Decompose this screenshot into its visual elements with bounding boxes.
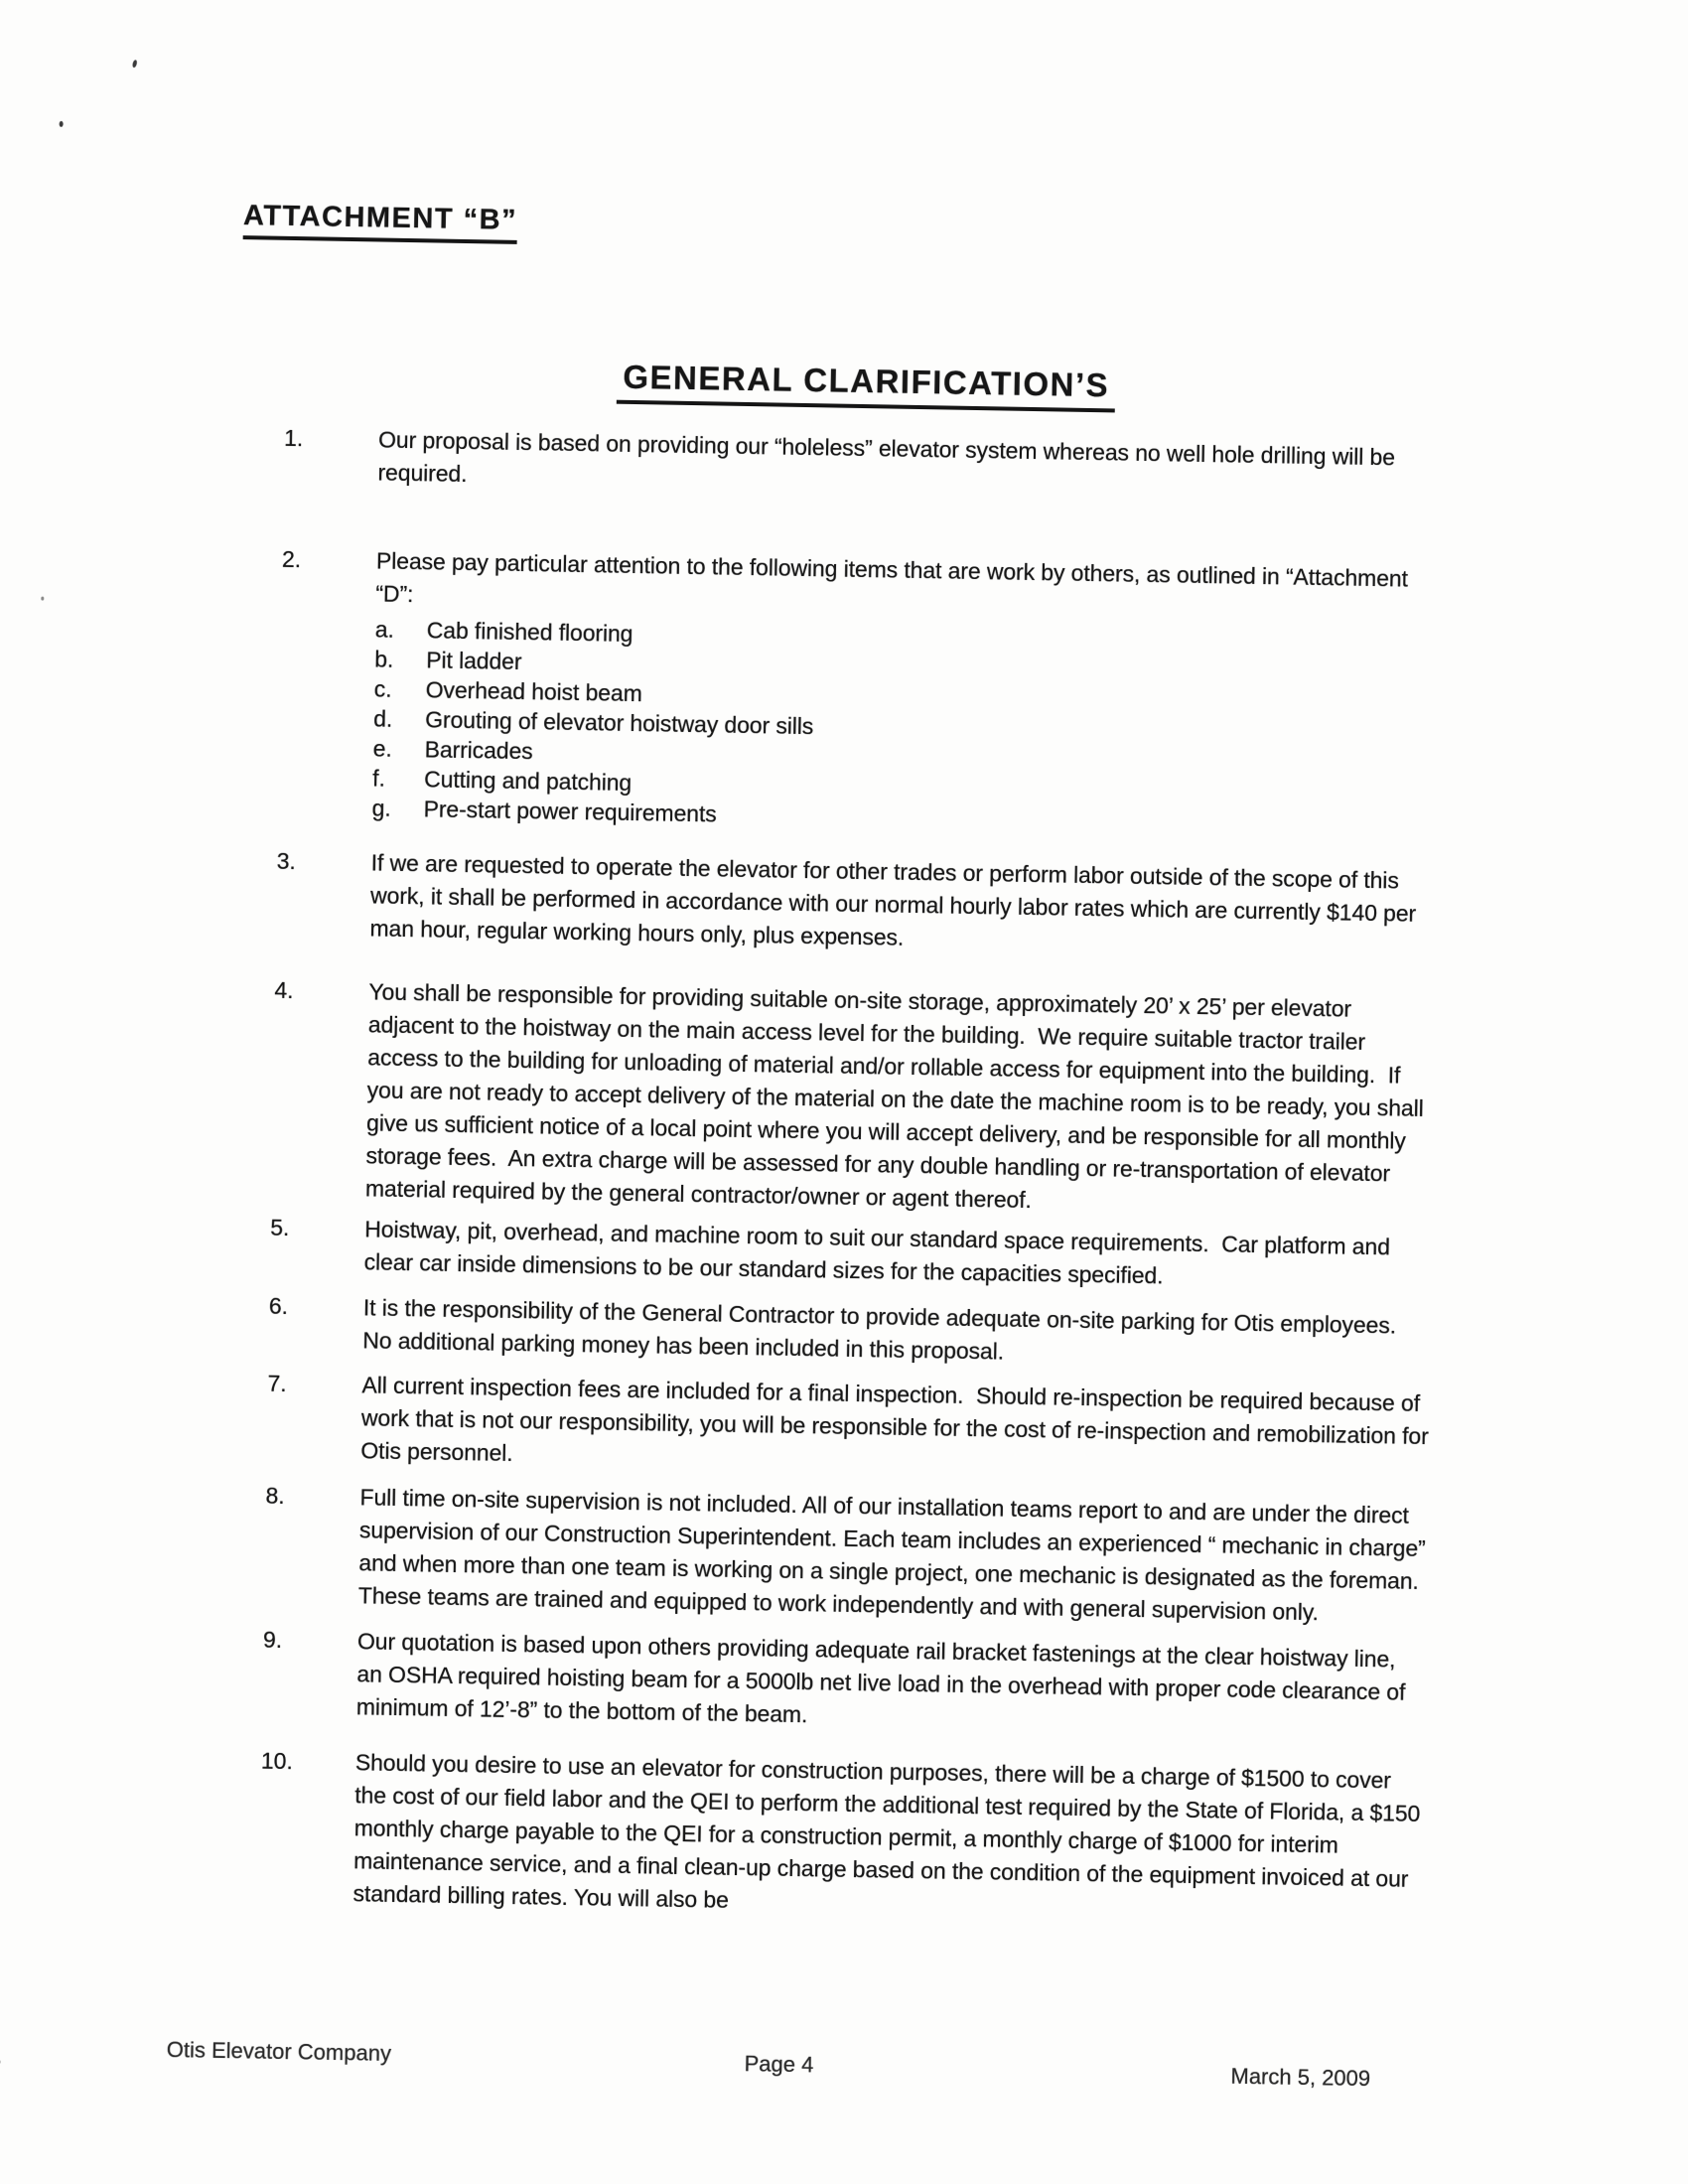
list-item	[264, 1480, 1448, 1632]
item-text: It is the responsibility of the General Contractor to provide adequate on-site parking for Otis employees. No additional parking money has been included in this proposal.	[362, 1294, 1403, 1365]
item-body	[369, 846, 1439, 963]
item-text: Our quotation is based upon others providing adequate rail bracket fastenings at the clear hoistway line, an OSHA required hoisting beam for a 5000lb net live load in the overhead with proper code clearance of minimum of 12’-8” to the bottom of the beam.	[355, 1628, 1412, 1728]
list-item	[271, 974, 1457, 1225]
subitem-letter: d.	[373, 705, 393, 732]
list-item	[258, 1745, 1443, 1930]
subitem-text: Pre-start power requirements	[423, 796, 717, 827]
footer-date: March 5, 2009	[1230, 2063, 1371, 2092]
item-body	[363, 1213, 1432, 1297]
item-number: 1.	[283, 424, 304, 452]
list-item	[268, 1290, 1451, 1377]
scan-artifact	[0, 2060, 1, 2064]
item-number: 5.	[270, 1214, 290, 1241]
subitem-text: Barricades	[424, 736, 533, 765]
item-body	[362, 1291, 1431, 1376]
item-number: 8.	[265, 1482, 285, 1510]
subitem-letter: e.	[372, 735, 393, 762]
list-item	[266, 1368, 1450, 1487]
list-item	[269, 1212, 1452, 1298]
item-body	[371, 544, 1444, 841]
attachment-label: ATTACHMENT “B”	[243, 200, 518, 244]
subitem-letter: a.	[374, 616, 395, 643]
subitem-text: Cab finished flooring	[426, 617, 633, 647]
list-item	[262, 1624, 1446, 1743]
item-text: Should you desire to use an elevator for construction purposes, there will be a charge of $1500 to cover the cost of our field labor and the QEI to perform the additional test required by the State of Florida, a $150 monthly charge payable to the QEI for a construction permit, a monthly charge of $1000 for interim maintenance service, and a final clean-up charge based on the condition of the equipment invoiced at our standard billing rates. You will also be	[352, 1749, 1427, 1913]
clarifications-list	[258, 422, 1466, 1930]
subitem-letter: b.	[374, 646, 394, 672]
subitem-text: Overhead hoist beam	[425, 676, 642, 707]
page-title-wrap	[340, 354, 1393, 417]
list-item	[277, 543, 1464, 842]
item-body	[360, 1369, 1436, 1486]
list-item	[283, 422, 1466, 509]
item-body	[356, 1625, 1426, 1742]
subitem-text: Grouting of elevator hoistway door sills	[424, 706, 814, 740]
item-text: Our proposal is based on providing our “holeless” elevator system whereas no well hole drilling will be required.	[377, 426, 1402, 488]
scan-artifact	[132, 60, 138, 69]
subitem-letter: c.	[373, 675, 392, 702]
footer-company: Otis Elevator Company	[166, 2037, 392, 2066]
subitem-letter: g.	[371, 795, 392, 821]
subitem-letter: f.	[371, 765, 386, 792]
item-number: 2.	[281, 545, 302, 573]
item-text: All current inspection fees are included for a final inspection. Should re-inspection be required because of work that is not our responsibility, you will be responsible for the cost of re-inspection and remobilization for Otis personnel.	[360, 1372, 1436, 1467]
list-item	[275, 845, 1459, 964]
item-number: 6.	[268, 1292, 289, 1320]
item-number: 7.	[267, 1370, 287, 1397]
item-body	[365, 975, 1437, 1224]
page-title: GENERAL CLARIFICATION’S	[617, 359, 1116, 413]
item-number: 4.	[274, 976, 294, 1004]
item-text: Please pay particular attention to the following items that are work by others, as outlined in “Attachment “D”:	[375, 547, 1415, 608]
item-text: Full time on-site supervision is not included. All of our installation teams report to and are under the direct supervision of our Construction Superintendent. Each team includes an experienced “ mechanic in charge” and when more than one team is working on a single project, one mechanic is designated as the foreman. These teams are trained and equipped to work independently and with general supervision only.	[357, 1484, 1433, 1626]
item-body	[352, 1746, 1427, 1929]
footer-page-number: Page 4	[744, 2051, 814, 2078]
item-body	[377, 423, 1446, 508]
subitem-text: Pit ladder	[426, 647, 522, 675]
item-text: You shall be responsible for providing suitable on-site storage, approximately 20’ x 25’ per elevator adjacent to the hoistway on the main access level for the building. We require suitable tractor trailer access to the building for unloading of material and/or rollable access for equipment into the building. If you are not ready to accept delivery of the material on the date the machine room is to be ready, you shall give us sufficient notice of a local point where you will accept delivery, and be responsible for all monthly storage fees. An extra charge will be assessed for any double handling or re-transportation of elevator material required by the general contractor/owner or agent thereof.	[364, 978, 1431, 1214]
subitem-text: Cutting and patching	[423, 766, 633, 796]
item-number: 3.	[276, 847, 297, 875]
scan-artifact	[41, 597, 44, 601]
item-body	[357, 1481, 1433, 1631]
scan-artifact	[60, 121, 64, 127]
item-sublist	[371, 614, 1443, 841]
item-number: 10.	[260, 1747, 294, 1775]
item-number: 9.	[262, 1626, 283, 1653]
item-text: Hoistway, pit, overhead, and machine room to suit our standard space requirements. Car platform and clear car inside dimensions to be our standard sizes for the capacities specified.	[363, 1216, 1397, 1289]
item-text: If we are requested to operate the elevator for other trades or perform labor outside of the scope of this work, it shall be performed in accordance with our normal hourly labor rates which are currently $140 per man hour, regular working hours only, plus expenses.	[369, 849, 1423, 950]
